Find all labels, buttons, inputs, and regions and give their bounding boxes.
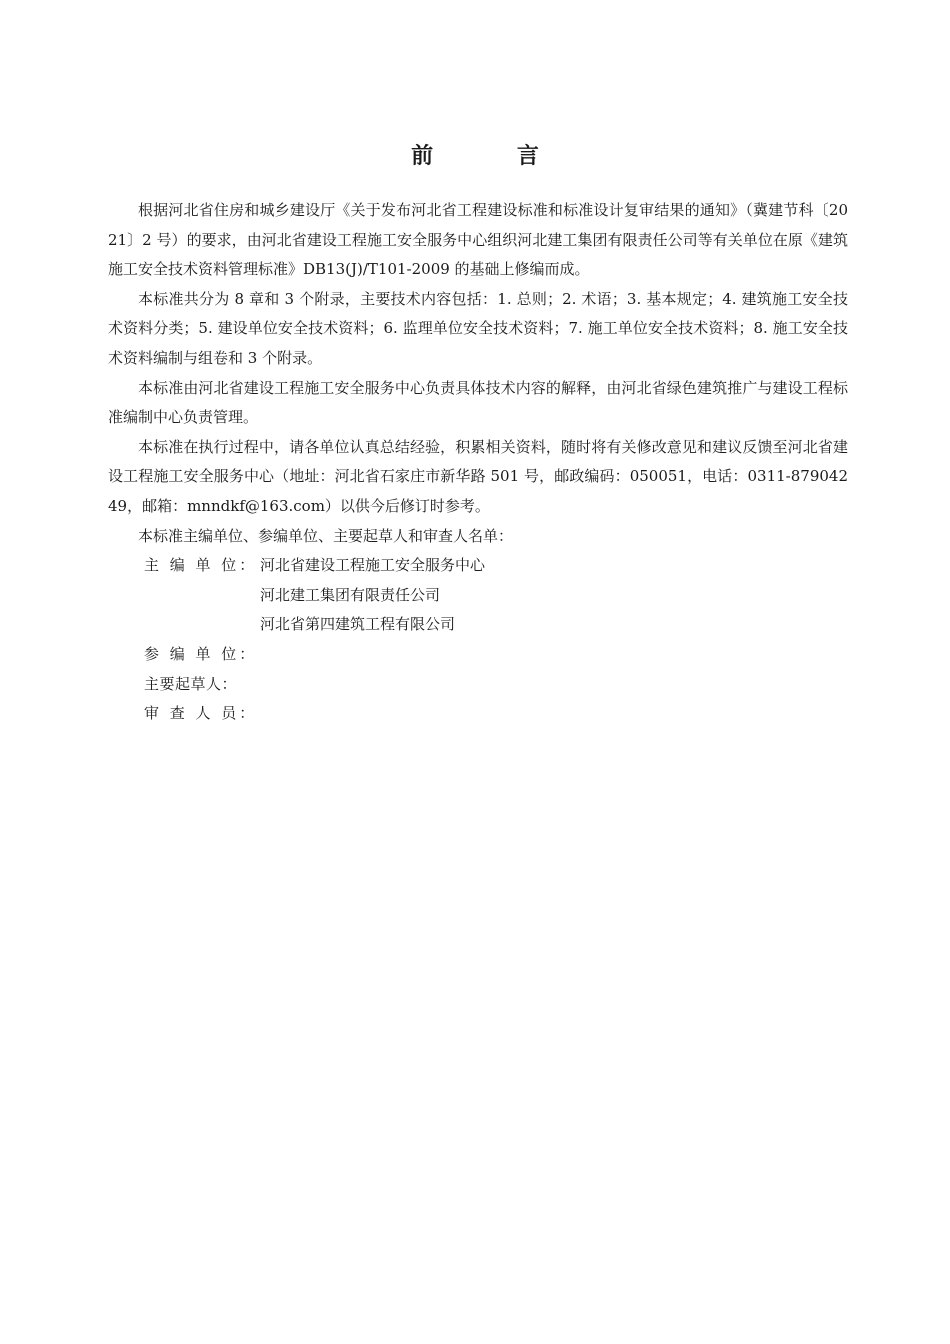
page-title: 前 言 [411,143,577,169]
document-body [108,196,848,729]
paragraph-feedback: 本标准在执行过程中，请各单位认真总结经验，积累相关资料，随时将有关修改意见和建议反馈至河北省建设工程施工安全服务中心（地址：河北省石家庄市新华路 501 号，邮政编码：050051，电话：0311-87904249，邮箱：mnndkf@163.com）以供今后修订时参考。 [108,437,848,515]
unit-label-spacer [108,610,222,640]
paragraph-list-intro: 本标准主编单位、参编单位、主要起草人和审查人名单： [138,526,514,545]
paragraph-contents: 本标准共分为 8 章和 3 个附录，主要技术内容包括：1. 总则；2. 术语；3. 基本规定；4. 建筑施工安全技术资料分类；5. 建设单位安全技术资料；6. 监理单位安全技术资料；7. 施工单位安全技术资料；8. 施工安全技术资料编制与组卷和 3 个附录。 [108,289,848,367]
chief-unit-row [108,581,848,611]
unit-label-spacer [108,581,222,611]
participating-unit-row [108,640,848,670]
chief-unit-row [108,551,848,581]
participating-unit-label: 参 编 单 位： [144,644,258,663]
chief-unit-label: 主 编 单 位： [144,556,258,575]
drafters-label: 主要起草人： [144,674,238,693]
drafters-row [108,670,848,700]
chief-unit-name: 河北省第四建筑工程有限公司 [260,615,456,634]
chief-unit-row [108,610,848,640]
chief-unit-name: 河北建工集团有限责任公司 [260,585,441,604]
paragraph-basis: 根据河北省住房和城乡建设厅《关于发布河北省工程建设标准和标准设计复审结果的通知》（冀建节科〔2021〕2 号）的要求，由河北省建设工程施工安全服务中心组织河北建工集团有限责任公司等有关单位在原《建筑施工安全技术资料管理标准》DB13(J)/T101-2009 的基础上修编而成。 [108,201,848,279]
reviewers-row [108,699,848,729]
chief-unit-name: 河北省建设工程施工安全服务中心 [260,556,486,575]
reviewers-label: 审 查 人 员： [144,704,258,723]
paragraph-interpretation: 本标准由河北省建设工程施工安全服务中心负责具体技术内容的解释，由河北省绿色建筑推广与建设工程标准编制中心负责管理。 [108,378,848,427]
